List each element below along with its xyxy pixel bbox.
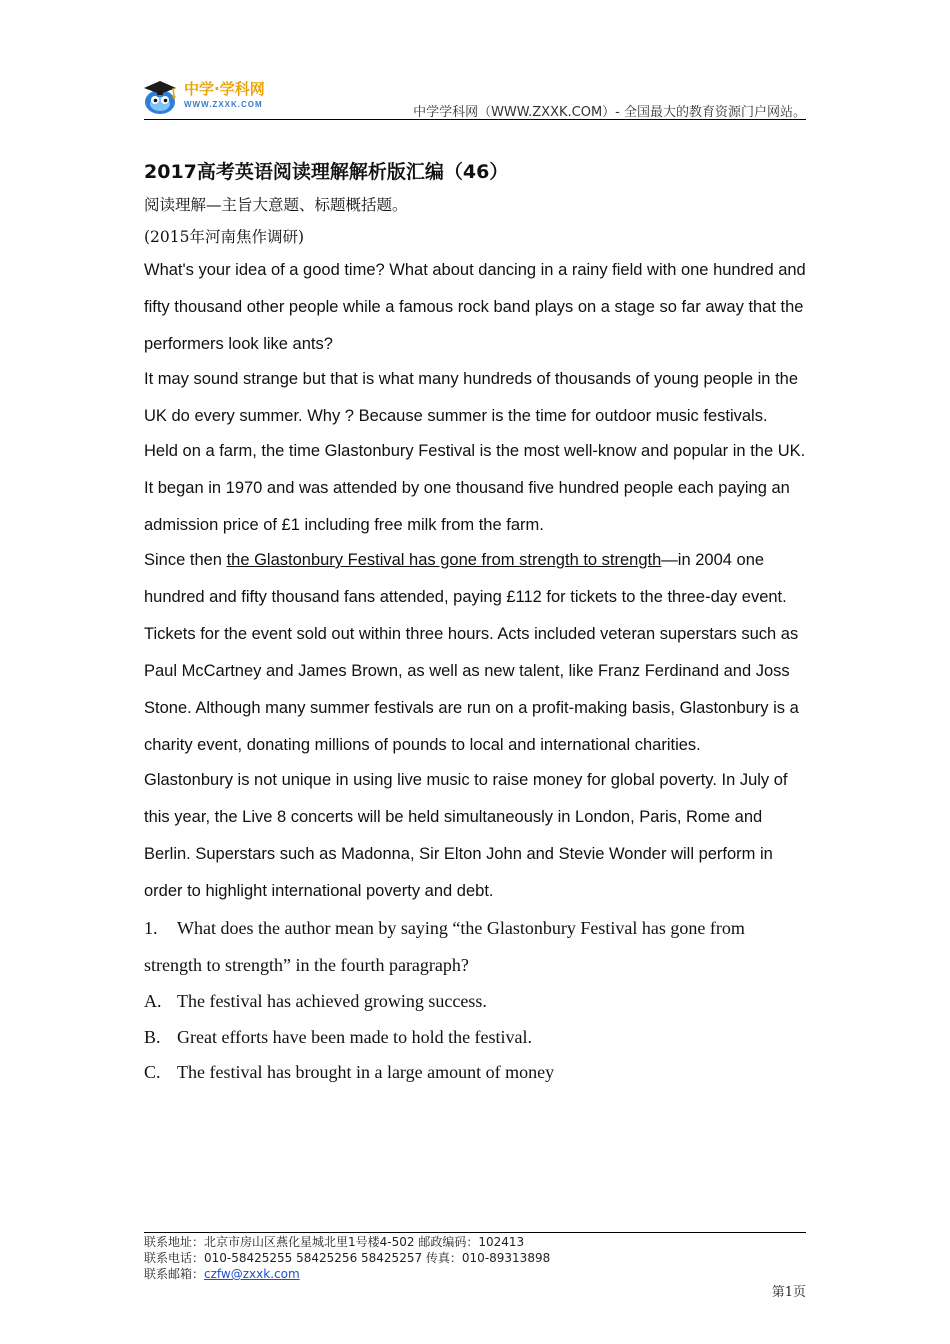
site-logo[interactable] — [140, 74, 290, 118]
option-b — [144, 1020, 806, 1056]
question-1 — [144, 910, 806, 984]
footer-address: 联系地址：北京市房山区燕化星城北里1号楼4-502 邮政编码：102413 — [144, 1235, 525, 1249]
paragraph-4-lead: Since then — [144, 551, 227, 569]
option-a — [144, 984, 806, 1020]
underlined-phrase: the Glastonbury Festival has gone from strength to strength — [226, 551, 662, 569]
passage-paragraph-1: What's your idea of a good time? What about dancing in a rainy field with one hundred and fifty thousand other people while a famous rock band plays on a stage so far away that the performers look like ants? — [144, 261, 806, 353]
logo-url: WWW.ZXXK.COM — [184, 100, 263, 109]
footer-email-link[interactable]: czfw@zxxk.com — [204, 1267, 300, 1281]
option-text: The festival has achieved growing success. — [177, 991, 487, 1011]
header-site-text: 中学学科网（WWW.ZXXK.COM）- 全国最大的教育资源门户网站。 — [413, 105, 806, 120]
passage-paragraph-4 — [144, 542, 806, 764]
passage-paragraph-5: Glastonbury is not unique in using live music to raise money for global poverty. In July of this year, the Live 8 concerts will be held simultaneously in London, Paris, Rome and Berlin. Superstars such as Madonna, Sir Elton John and Stevie Wonder will perform in order to highlight international poverty and debt. — [144, 771, 788, 900]
passage-paragraph-2: It may sound strange but that is what many hundreds of thousands of young people in the UK do every summer. Why ? Because summer is the time for outdoor music festivals. — [144, 370, 799, 425]
footer-phone: 联系电话：010-58425255 58425256 58425257 传真：010-89313898 — [144, 1251, 551, 1265]
document-source: (2015年河南焦作调研) — [144, 228, 305, 246]
page-number: 第1页 — [771, 1285, 806, 1300]
graduate-mascot-icon — [140, 76, 180, 116]
passage-paragraph-3: Held on a farm, the time Glastonbury Festival is the most well-know and popular in the UK. It began in 1970 and was attended by one thousand five hundred people each paying an admission price of £1 including free milk from the farm. — [144, 442, 806, 534]
document-subtitle: 阅读理解—主旨大意题、标题概括题。 — [144, 196, 408, 214]
footer-contact — [144, 1234, 550, 1282]
question-number: 1. — [144, 918, 158, 938]
question-text: What does the author mean by saying “the Glastonbury Festival has gone from strength to strength” in the fourth paragraph? — [144, 918, 745, 975]
document-title: 2017高考英语阅读理解解析版汇编（46） — [144, 161, 509, 183]
option-letter: A. — [144, 991, 162, 1011]
option-letter: C. — [144, 1062, 161, 1082]
option-text: The festival has brought in a large amount of money — [177, 1062, 555, 1082]
option-text: Great efforts have been made to hold the festival. — [177, 1026, 533, 1047]
paragraph-4-rest: —in 2004 one hundred and fifty thousand fans attended, paying £112 for tickets to the three-day event. Tickets for the event sold out within three hours. Acts included veteran superstars such as Paul McCartney and James Brown, as well as new talent, like Franz Ferdinand and Joss Stone. Although many summer festivals are run on a profit-making basis, Glastonbury is a charity event, donating millions of pounds to local and international charities. — [144, 551, 799, 754]
footer-divider — [144, 1232, 806, 1233]
option-letter: B. — [144, 1026, 161, 1047]
footer-email-label: 联系邮箱： — [144, 1267, 205, 1281]
document-body — [144, 156, 806, 1091]
logo-title: 中学·学科网 — [184, 80, 265, 98]
header-divider — [144, 119, 806, 120]
option-c — [144, 1055, 806, 1091]
footer-email-line — [144, 1266, 550, 1282]
